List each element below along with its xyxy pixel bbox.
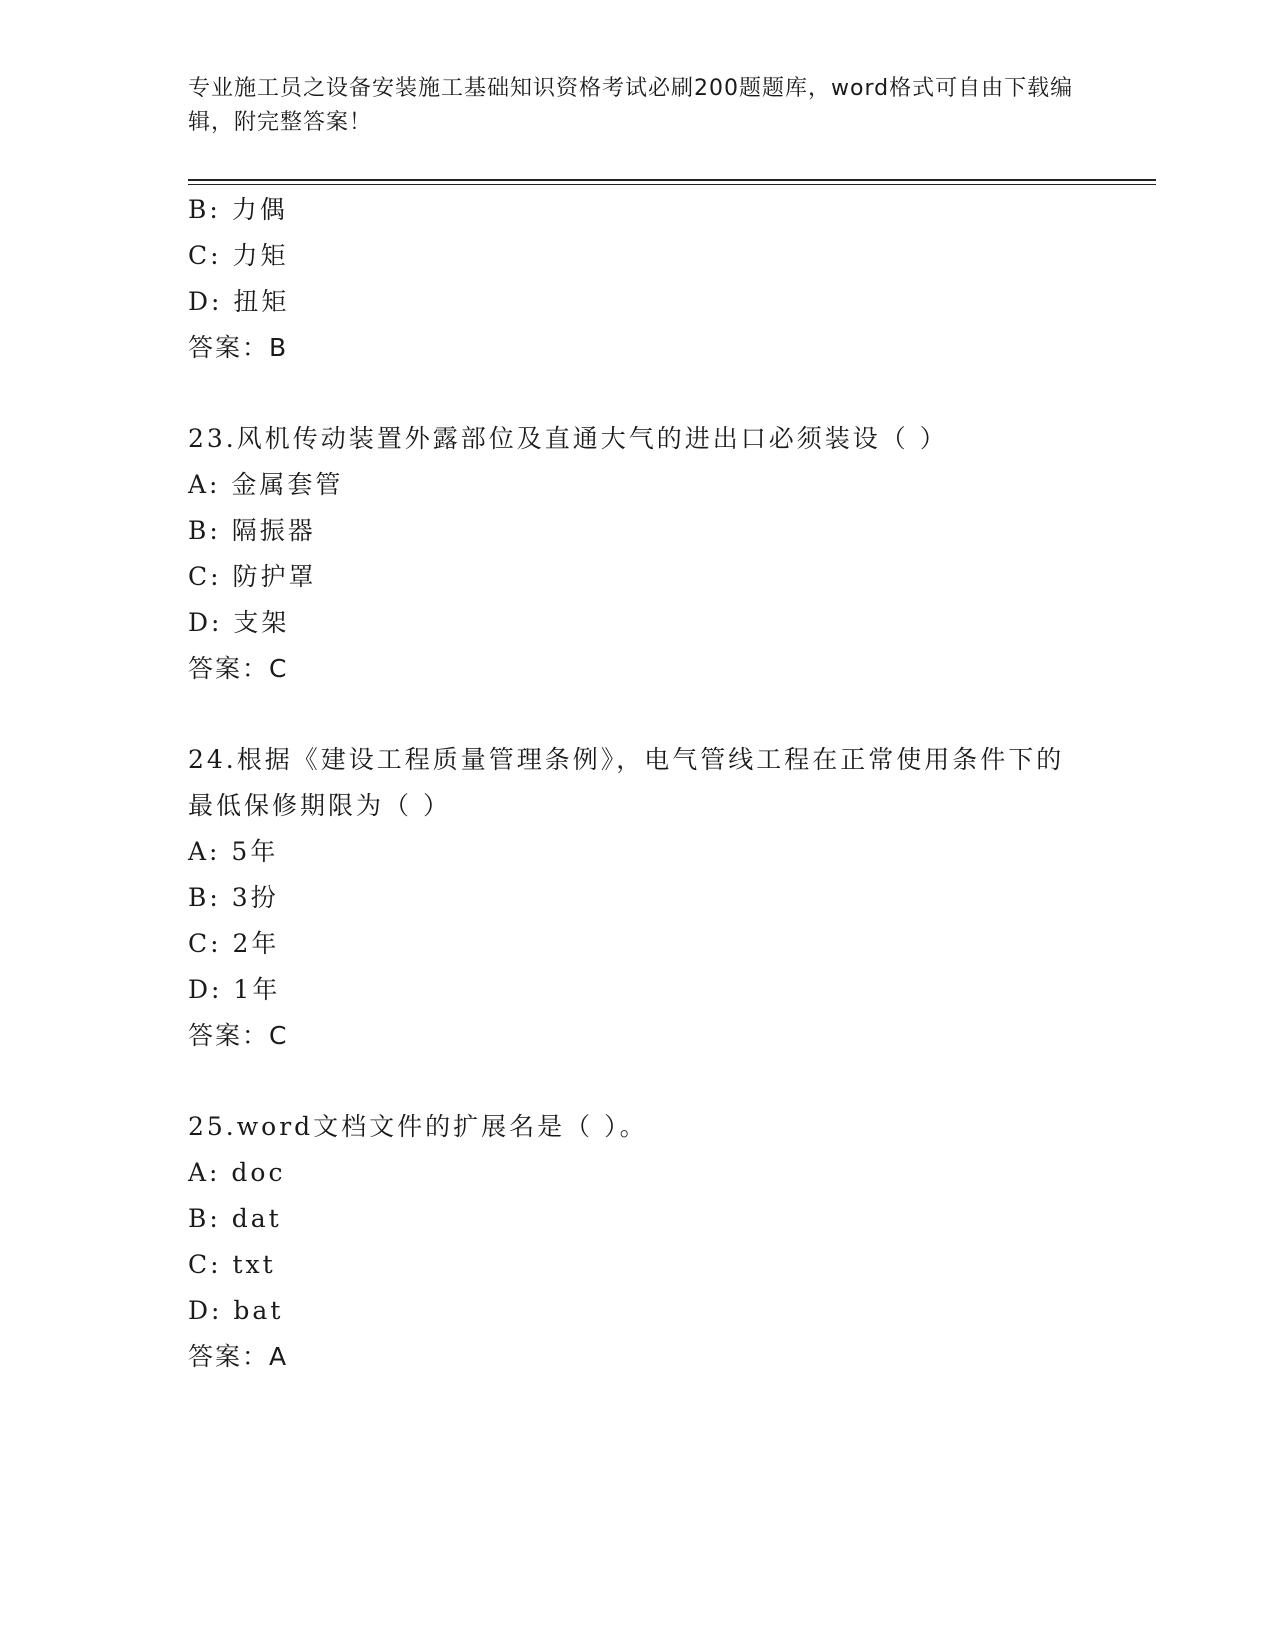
- option-a: A: doc: [188, 1158, 286, 1187]
- option-c: C: 防护罩: [188, 562, 317, 591]
- answer-line: 答案：A: [188, 1342, 289, 1371]
- option-d: D: bat: [188, 1296, 284, 1325]
- option-b: B: 3扮: [188, 883, 279, 912]
- header-rule-thick: [188, 179, 1156, 181]
- spacer: [188, 1059, 1088, 1104]
- option-b: B: 隔振器: [188, 516, 316, 545]
- option-c: C: 力矩: [188, 241, 289, 270]
- option-b: B: dat: [188, 1204, 282, 1233]
- header-rule-thin: [188, 184, 1156, 185]
- question-text: 25.word文档文件的扩展名是（ ）。: [188, 1112, 648, 1141]
- option-c: C: txt: [188, 1250, 276, 1279]
- option-b: B: 力偶: [188, 195, 288, 224]
- question-text: 24.根据《建设工程质量管理条例》，电气管线工程在正常使用条件下的最低保修期限为（ ）: [188, 745, 1065, 820]
- document-body: [188, 187, 1088, 1380]
- option-a: A: 金属套管: [188, 470, 344, 499]
- question-text: 23.风机传动装置外露部位及直通大气的进出口必须装设（ ）: [188, 424, 948, 453]
- question-block-23: [188, 416, 1088, 692]
- question-block-22-partial: [188, 187, 1088, 371]
- option-d: D: 扭矩: [188, 287, 290, 316]
- option-d: D: 支架: [188, 608, 290, 637]
- question-block-24: [188, 737, 1088, 1059]
- option-c: C: 2年: [188, 929, 280, 958]
- answer-line: 答案：C: [188, 1021, 289, 1050]
- answer-line: 答案：B: [188, 333, 289, 362]
- document-header: [188, 72, 1088, 140]
- spacer: [188, 692, 1088, 737]
- question-block-25: [188, 1104, 1088, 1380]
- answer-line: 答案：C: [188, 654, 289, 683]
- document-title: 专业施工员之设备安装施工基础知识资格考试必刷200题题库，word格式可自由下载编辑，附完整答案！: [188, 76, 1074, 135]
- spacer: [188, 371, 1088, 416]
- option-a: A: 5年: [188, 837, 279, 866]
- option-d: D: 1年: [188, 975, 281, 1004]
